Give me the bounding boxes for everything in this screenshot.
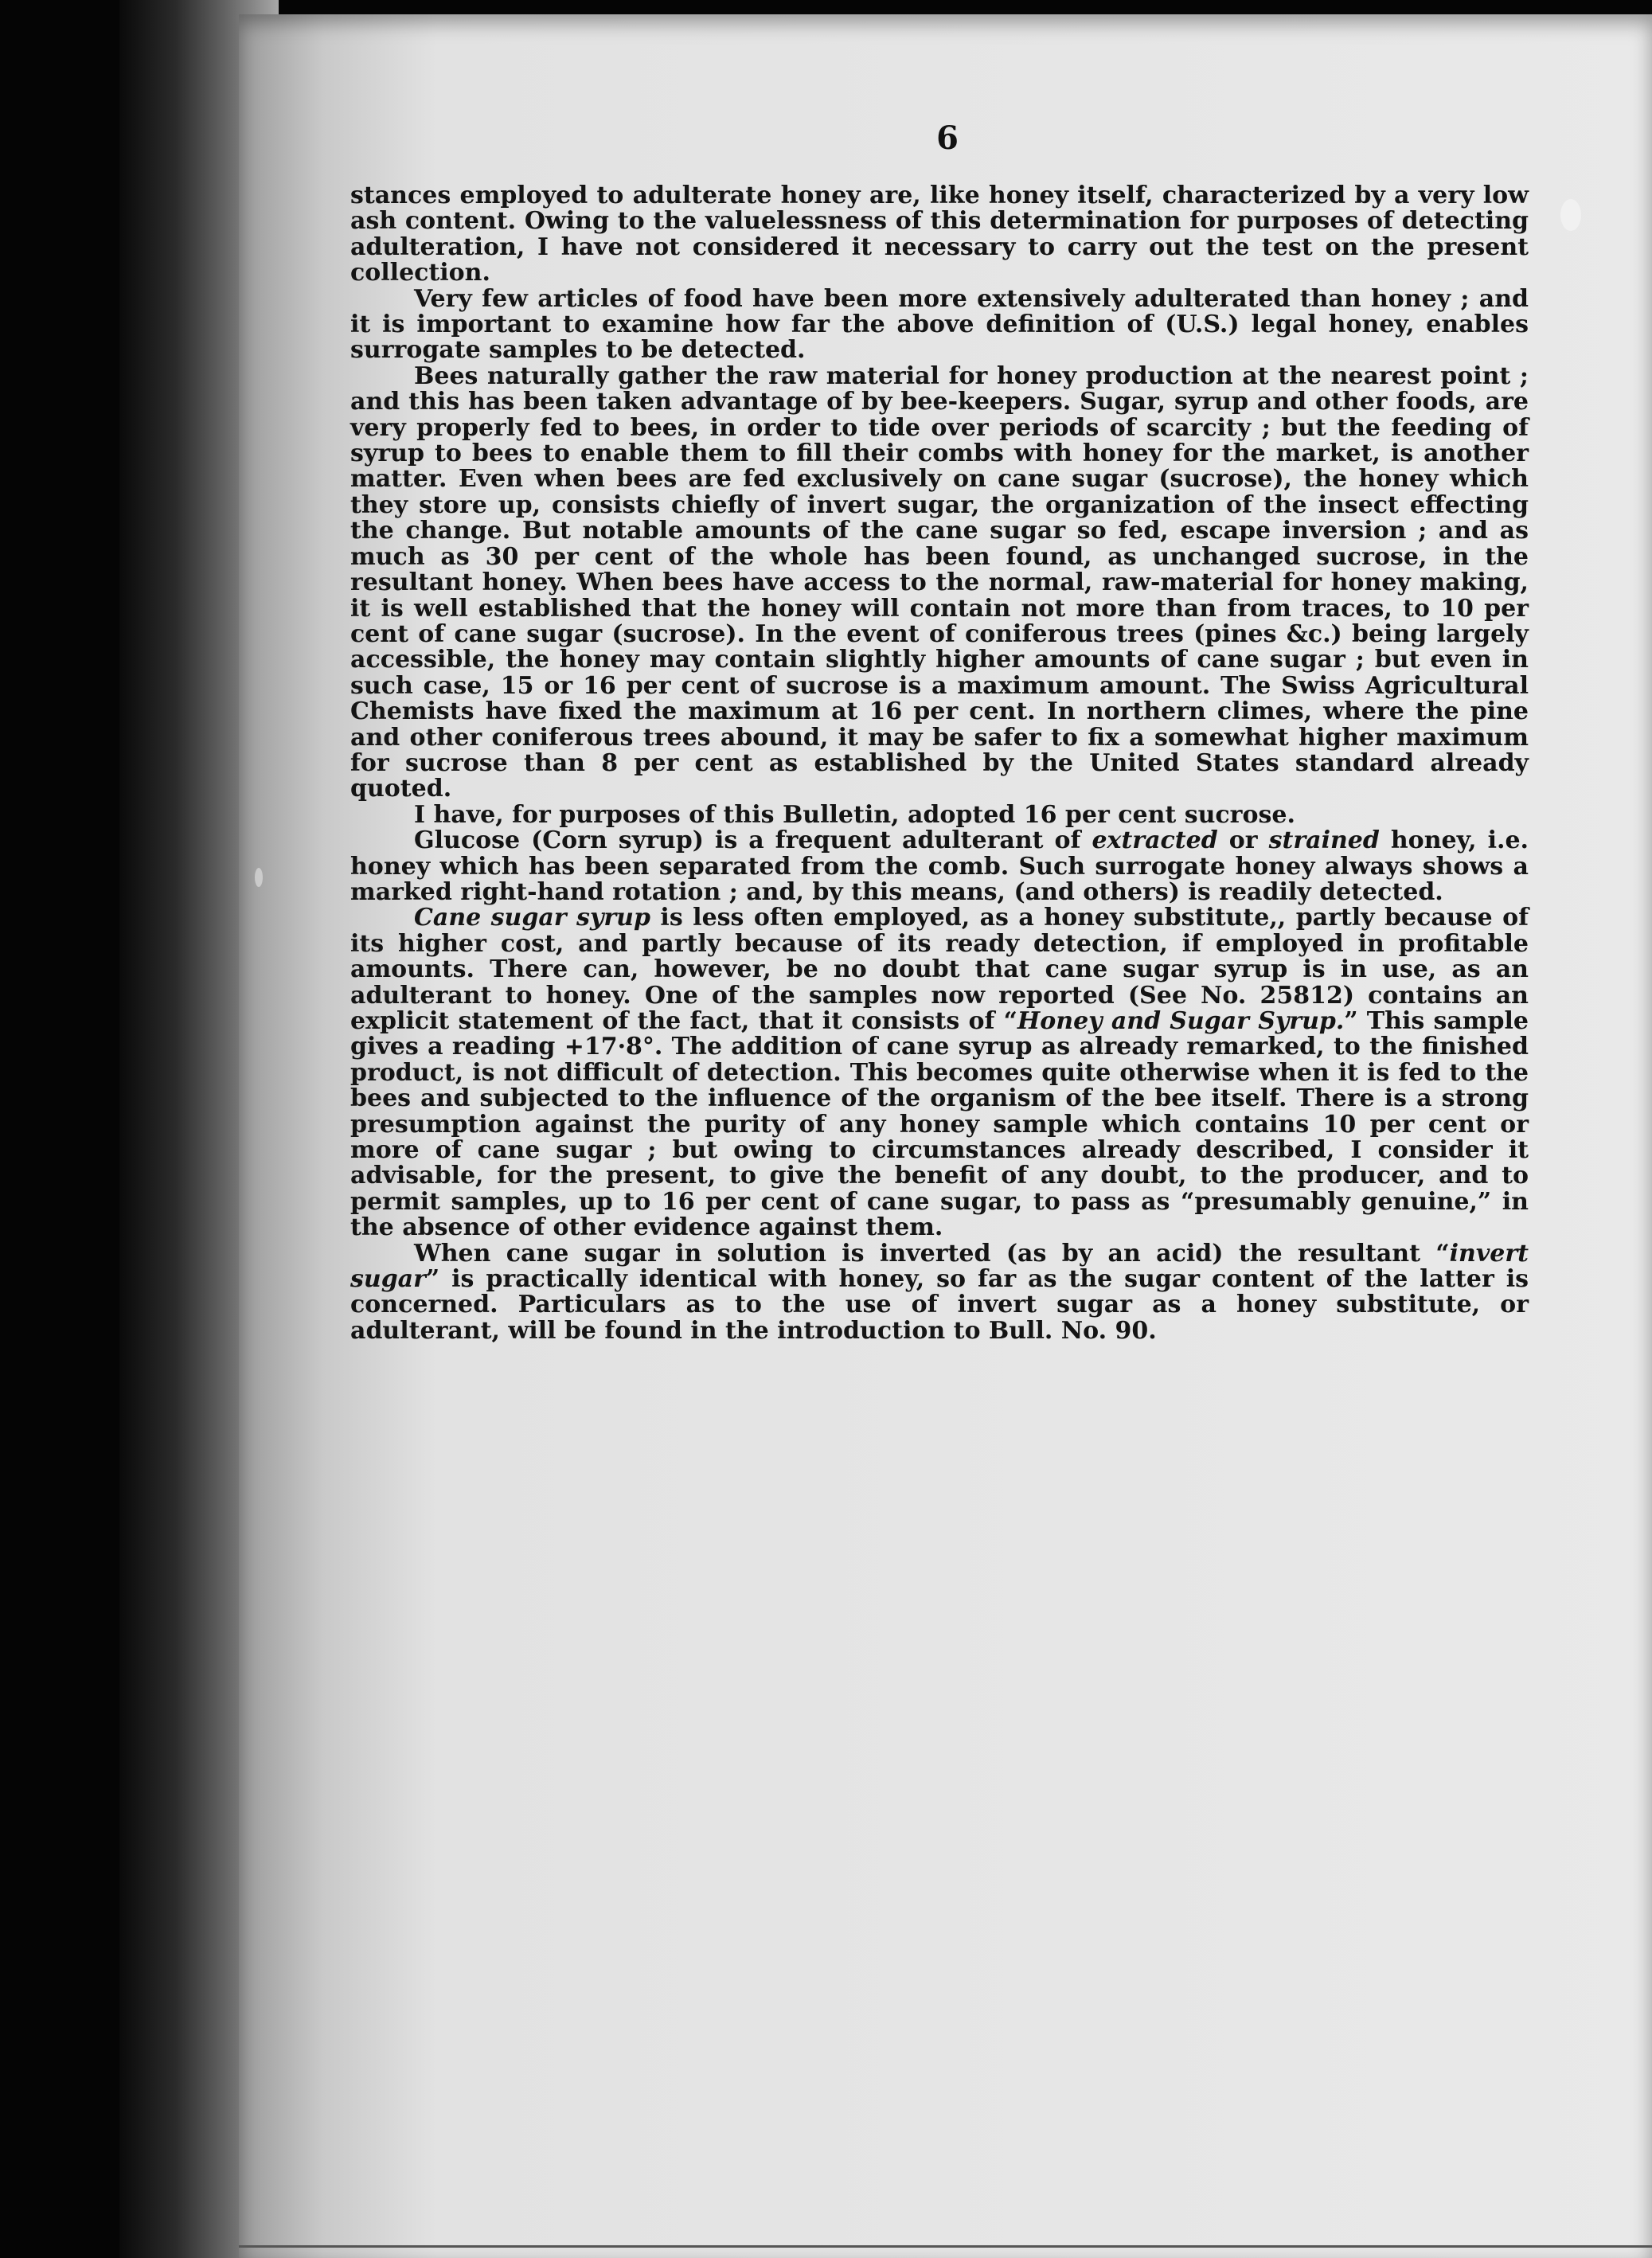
- body-text: [350, 183, 1529, 1344]
- paragraph: [350, 284, 1529, 365]
- italic-text-run: invert sugar: [350, 1239, 1529, 1294]
- italic-text-run: Honey and Sugar Syrup.: [1017, 1007, 1345, 1035]
- paragraph: [350, 361, 1529, 803]
- paragraph: [350, 828, 1529, 905]
- text-run: ” This sample gives a reading +17·8°. The addition of cane syrup as already remarked, to the finished product, is not difficult of detection. This becomes quite otherwise when it is fed to the bees and subjected to the influence of the organism of the bee itself. There is a strong presumption against the purity of any honey sample which contains 10 per cent or more of cane sugar ; but owing to circumstances already described, I consider it advisable, for the present, to give the benefit of any doubt, to the producer, and to permit samples, up to 16 per cent of cane sugar, to pass as “presumably genuine,” in the absence of other evidence against them.: [350, 1007, 1529, 1242]
- italic-text-run: extracted: [1092, 826, 1218, 855]
- text-run: Bees naturally gather the raw material for honey production at the nearest point ; and this has been taken advantage of by bee-keepers. Sugar, syrup and other foods, are very properly fed to bees, in order to tide over periods of scarcity ; but the feeding of syrup to bees to enable them to fill their combs with honey for the market, is another matter. Even when bees are fed exclusively on cane sugar (sucrose), the honey which they store up, consists chiefly of invert sugar, the organization of the insect effecting the change. But notable amounts of the cane sugar so fed, escape inversion ; and as much as 30 per cent of the whole has been found, as unchanged sucrose, in the resultant honey. When bees have access to the normal, raw-material for honey making, it is well established that the honey will contain not more than from traces, to 10 per cent of cane sugar (sucrose). In the event of coniferous trees (pines &c.) being largely accessible, the honey may contain slightly higher amounts of cane sugar ; but even in such case, 15 or 16 per cent of sucrose is a maximum amount. The Swiss Agricultural Chemists have fixed the maximum at 16 per cent. In northern climes, where the pine and other coniferous trees abound, it may be safer to fix a somewhat higher maximum for sucrose than 8 per cent as established by the United States standard already quoted.: [350, 361, 1529, 803]
- paragraph: [350, 183, 1529, 287]
- paper-speck: [1560, 199, 1581, 231]
- text-run: is less often employed, as a honey substitute,, partly because of its higher cost, and partly because of its ready detection, if employed in profitable amounts. There can, however, be no doubt that cane sugar syrup is in use, as an adulterant to honey. One of the samples now reported (See No. 25812) contains an explicit statement of the fact, that it consists of “: [350, 904, 1529, 1035]
- paragraph: [350, 800, 1529, 829]
- page-number: 6: [936, 119, 959, 157]
- text-run: honey, i.e. honey which has been separated from the comb. Such surrogate honey always shows a marked right-hand rotation ; and, by this means, (and others) is readily detected.: [350, 826, 1529, 906]
- italic-text-run: strained: [1268, 826, 1380, 855]
- text-run: or: [1217, 826, 1269, 855]
- text-run: ” is practically identical with honey, so far as the sugar content of the latter is concerned. Particulars as to the use of invert sugar as a honey substitute, or adulterant, will be found in the introduction to Bull. No. 90.: [350, 1265, 1529, 1345]
- text-run: Very few articles of food have been more extensively adulterated than honey ; and it is important to examine how far the above definition of (U.S.) legal honey, enables surrogate samples to be detected.: [350, 284, 1529, 365]
- text-run: When cane sugar in solution is inverted (as by an acid) the resultant “: [414, 1239, 1450, 1268]
- page-bottom-edge: [239, 2245, 1652, 2248]
- text-run: stances employed to adulterate honey are, like honey itself, characterized by a very low ash content. Owing to the valuelessness of this determination for purposes of detecting adulteration, I have not considered it necessary to carry out the test on the present collection.: [350, 182, 1529, 287]
- paragraph: [350, 905, 1529, 1240]
- text-run: Glucose (Corn syrup) is a frequent adulterant of: [414, 826, 1092, 855]
- paragraph: [350, 1241, 1529, 1345]
- text-run: I have, for purposes of this Bulletin, adopted 16 per cent sucrose.: [414, 800, 1295, 829]
- italic-text-run: Cane sugar syrup: [414, 904, 650, 932]
- paper-speck: [255, 868, 263, 887]
